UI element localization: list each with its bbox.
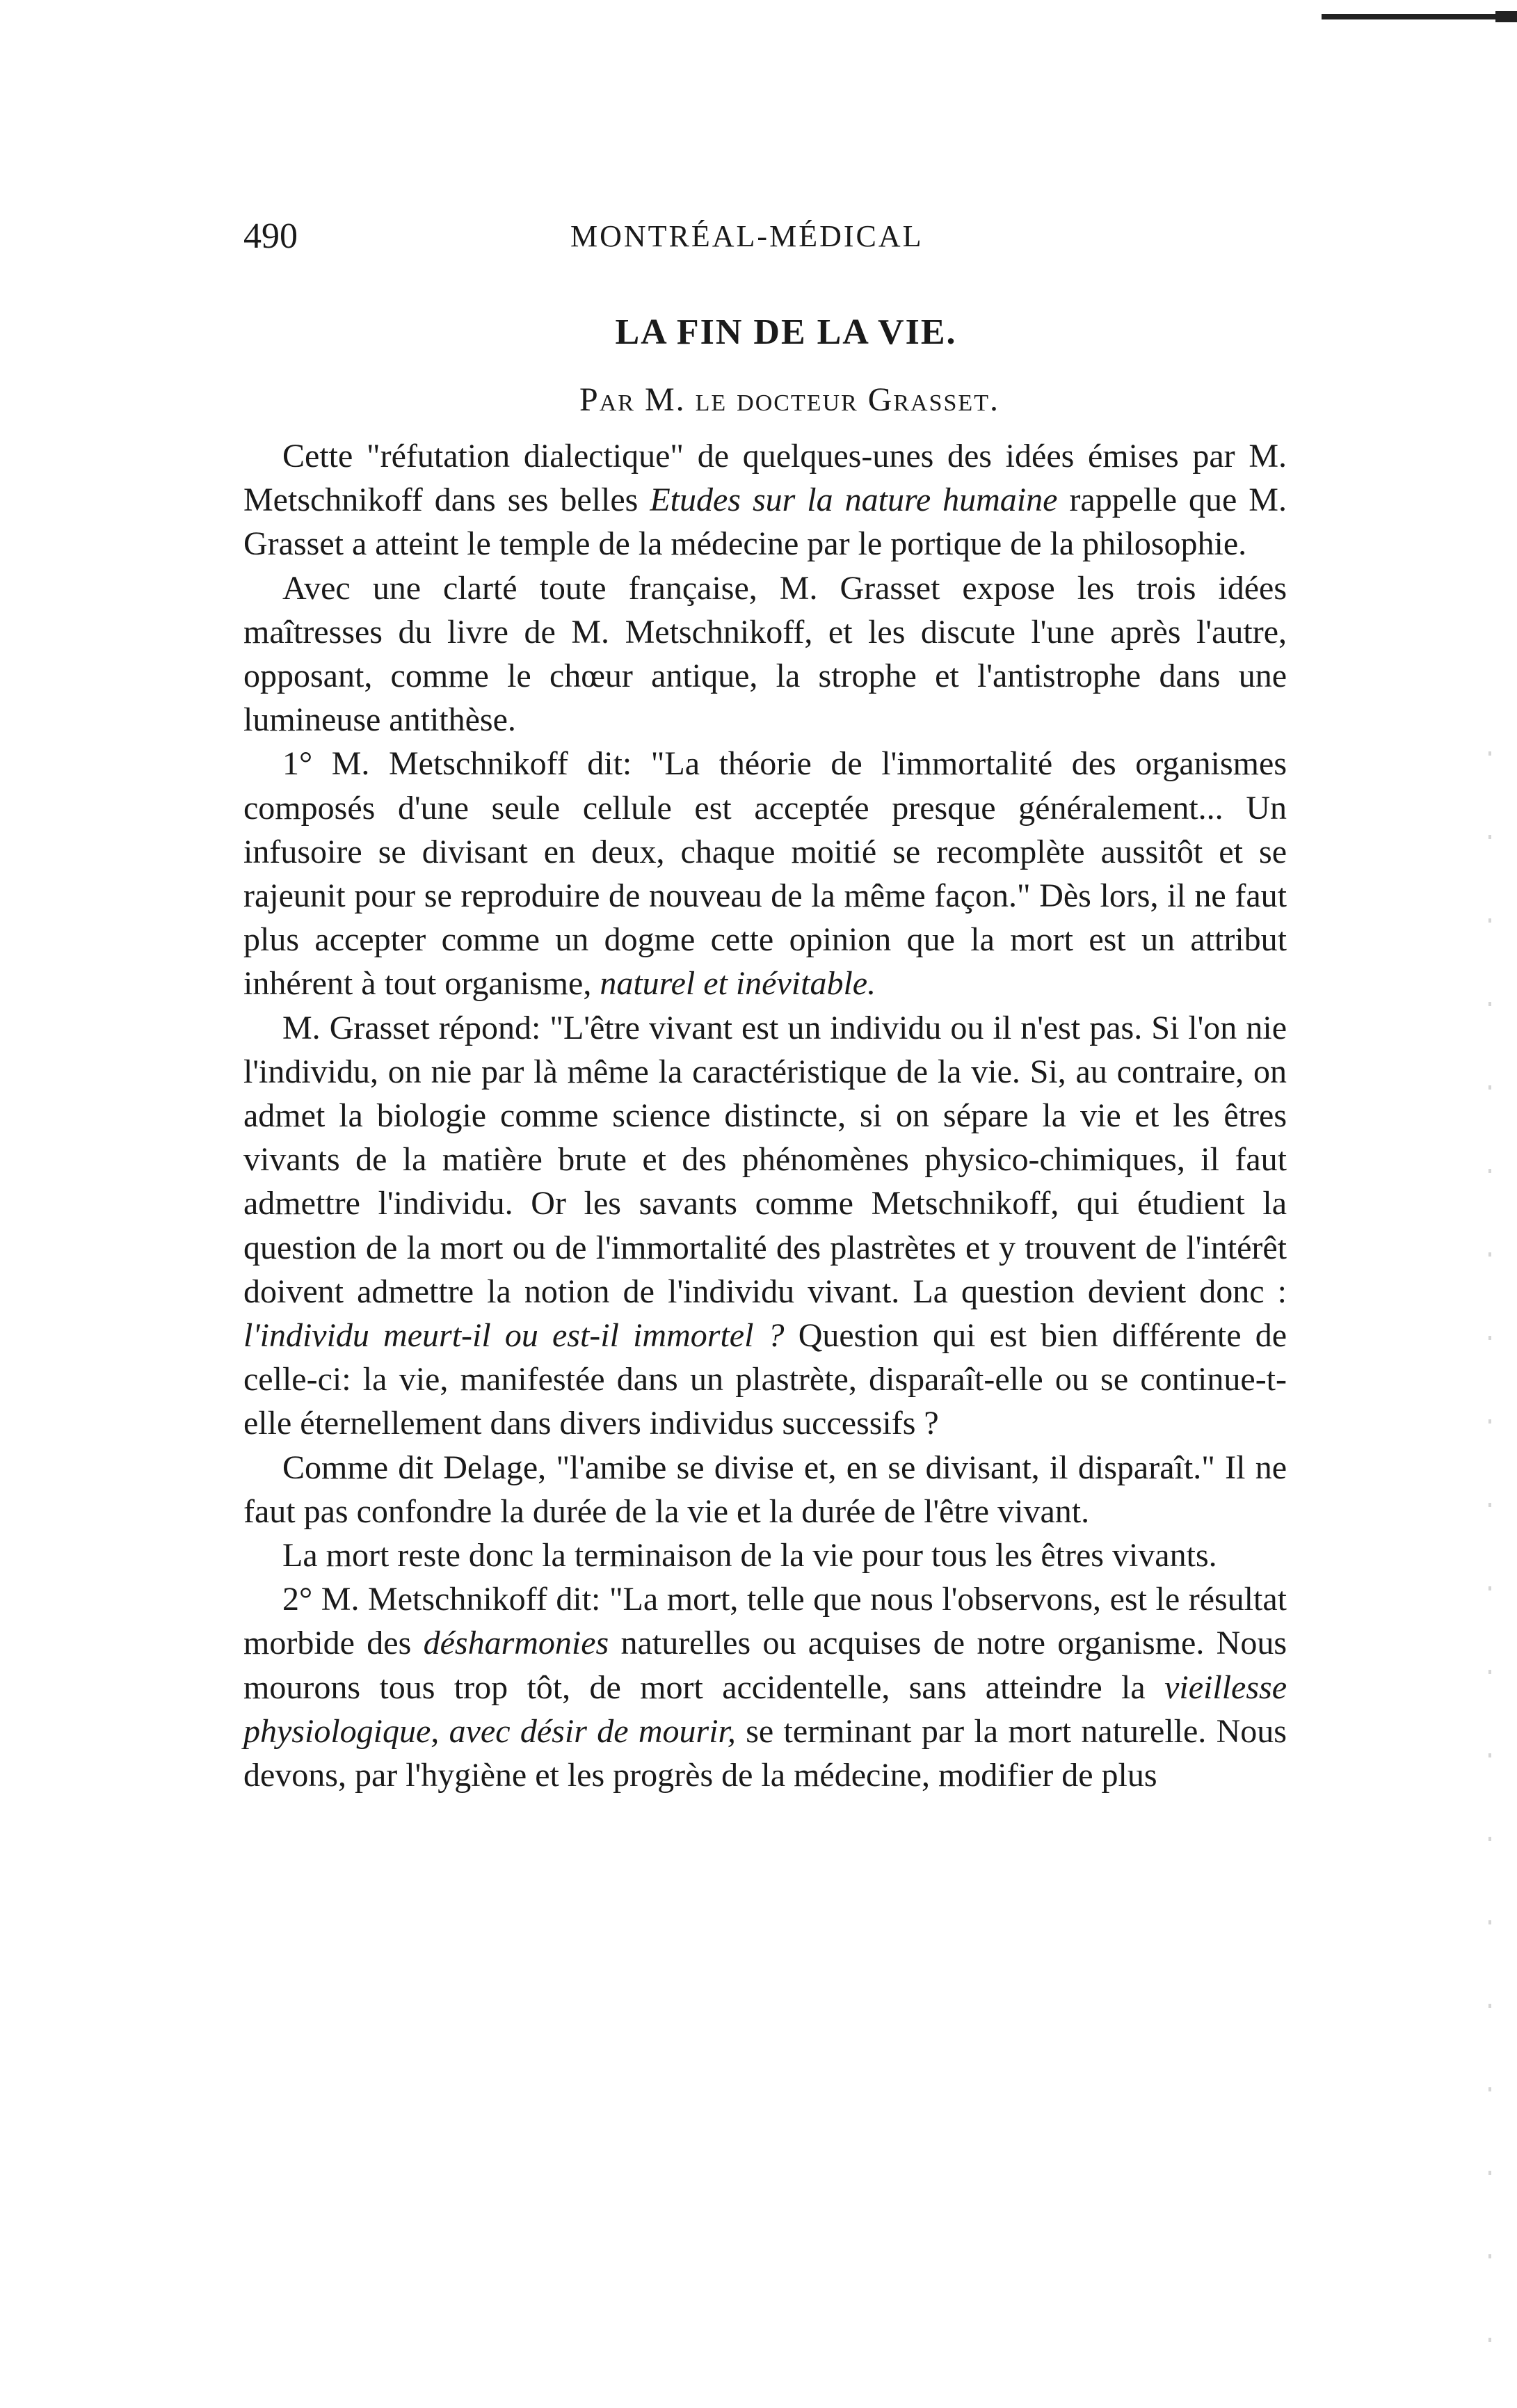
paragraph-7: 2° M. Metschnikoff dit: "La mort, telle que nous l'observons, est le résultat morbide des désharmonies naturelles ou acquises de notre organisme. Nous mourons tous trop tôt, de mort accidentelle, sans atteindre la vieillesse physiologique, avec désir de mourir, se terminant par la mort naturelle. Nous devons, par l'hygiène et les progrès de la médecine, modifier de plus <box>243 1581 1287 1794</box>
paragraph-4: M. Grasset répond: "L'être vivant est un individu ou il n'est pas. Si l'on nie l'individu, on nie par là même la caractéristique de la vie. Si, au contraire, on admet la biologie comme science distincte, si on sépare la vie et les êtres vivants de la matière brute et des phénomènes physico-chimiques, il faut admettre l'individu. Or les savants comme Metschnikoff, qui étudient la question de la mort ou de l'immortalité des plastrètes et y trouvent de l'intérêt doivent admettre la notion de l'individu vivant. La question devient donc : l'individu meurt-il ou est-il immortel ? Question qui est bien différente de celle-ci: la vie, manifestée dans un plastrète, disparaît-elle ou se continue-t-elle éternellement dans divers individus successifs ? <box>243 1009 1287 1442</box>
journal-name: MONTRÉAL-MÉDICAL <box>570 219 924 253</box>
paragraph-1: Cette "réfutation dialectique" de quelques-unes des idées émises par M. Metschnikoff dans ses belles Etudes sur la nature humaine rappelle que M. Grasset a atteint le temple de la médecine par le portique de la philosophie. <box>243 438 1287 563</box>
article-title: LA FIN DE LA VIE. <box>615 312 957 352</box>
page-number: 490 <box>243 216 298 256</box>
paragraph-5: Comme dit Delage, "l'amibe se divise et, en se divisant, il disparaît." Il ne faut pas confondre la durée de la vie et la durée de l'être vivant. <box>243 1449 1287 1530</box>
document-page <box>243 209 1287 1797</box>
paragraph-3: 1° M. Metschnikoff dit: "La théorie de l'immortalité des organismes composés d'une seule cellule est acceptée presque généralement... Un infusoire se divisant en deux, chaque moitié se recomplète aussitôt et se rajeunit pour se reproduire de nouveau de la même façon." Dès lors, il ne faut plus accepter comme un dogme cette opinion que la mort est un attribut inhérent à tout organisme, naturel et inévitable. <box>243 745 1287 1003</box>
article-byline: Par M. le docteur Grasset. <box>579 381 1000 418</box>
article-body <box>243 434 1287 1797</box>
margin-specks <box>1488 751 1491 2407</box>
top-edge-rule-tail <box>1495 11 1517 22</box>
running-header <box>243 209 1287 264</box>
paragraph-2: Avec une clarté toute française, M. Grasset expose les trois idées maîtresses du livre de M. Metschnikoff, et les discute l'une après l'autre, opposant, comme le chœur antique, la strophe et l'antistrophe dans une lumineuse antithèse. <box>243 569 1287 739</box>
paragraph-6: La mort reste donc la terminaison de la vie pour tous les êtres vivants. <box>282 1537 1217 1574</box>
top-edge-rule <box>1322 14 1517 19</box>
